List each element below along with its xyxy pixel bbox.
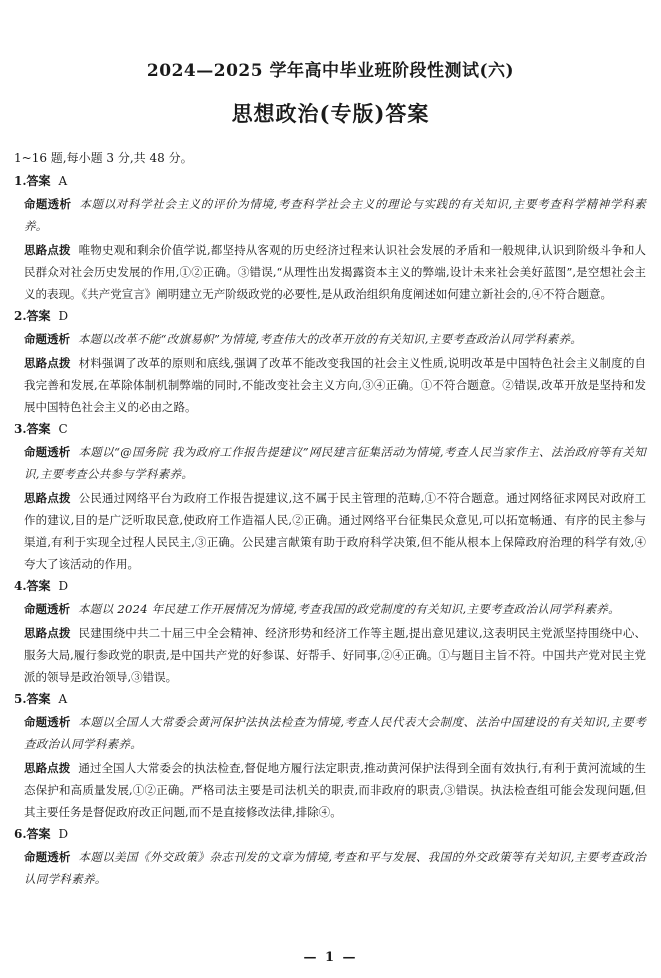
question-4: [14, 577, 646, 688]
answer-subtitle: 思想政治(专版)答案: [231, 101, 430, 126]
analysis-paragraph: [14, 711, 646, 755]
answer-label: 答案: [26, 422, 51, 436]
tips-text: 公民通过网络平台为政府工作报告提建议,这不属于民主管理的范畴,①不符合题意。通过网络征求网民对政府工作的建议,目的是广泛听取民意,使政府工作造福人民,②正确。通过网络平台征集民众意见,可以拓宽畅通、有序的民主参与渠道,有利于实现全过程人民民主,③正确。公民建言献策有助于政府科学决策,但不能从根本上保障政府治理的科学有效,④夸大了该活动的作用。: [24, 491, 646, 571]
tips-label: 思路点拨: [24, 761, 71, 775]
analysis-label: 命题透析: [24, 602, 70, 616]
analysis-label: 命题透析: [24, 445, 71, 459]
question-1: [14, 172, 646, 305]
question-number: 5.: [14, 692, 27, 706]
tips-label: 思路点拨: [24, 243, 71, 257]
answer-value: A: [58, 174, 68, 188]
analysis-paragraph: [14, 846, 646, 890]
section-intro: 1~16 题,每小题 3 分,共 48 分。: [14, 151, 193, 165]
question-number: 6.: [14, 827, 27, 841]
analysis-paragraph: [14, 441, 646, 485]
analysis-label: 命题透析: [24, 332, 70, 346]
analysis-text: 本题以改革不能“改旗易帜”为情境,考查伟大的改革开放的有关知识,主要考查政治认同学科素养。: [78, 332, 583, 346]
tips-paragraph: [14, 622, 646, 688]
answers-list: [14, 172, 646, 892]
tips-label: 思路点拨: [24, 356, 71, 370]
tips-text: 唯物史观和剩余价值学说,都坚持从客观的历史经济过程来认识社会发展的矛盾和一般规律,认识到阶级斗争和人民群众对社会历史发展的作用,①②正确。③错误,“从理性出发揭露资本主义的弊端,设计未来社会美好蓝图”,是空想社会主义的表现。《共产党宣言》阐明建立无产阶级政党的必要性,是从政治组织角度阐述如何建立新社会的,④不符合题意。: [24, 243, 646, 301]
tips-text: 材料强调了改革的原则和底线,强调了改革不能改变我国的社会主义性质,说明改革是中国特色社会主义制度的自我完善和发展,在革除体制机制弊端的同时,不能改变社会主义方向,③④正确。①不符合题意。②错误,改革开放是坚持和发展中国特色社会主义的必由之路。: [24, 356, 646, 414]
analysis-text: 本题以全国人大常委会黄河保护法执法检查为情境,考查人民代表大会制度、法治中国建设的有关知识,主要考查政治认同学科素养。: [24, 715, 646, 751]
answer-label: 答案: [26, 827, 51, 841]
analysis-paragraph: [14, 598, 646, 620]
question-number: 4.: [14, 579, 27, 593]
analysis-paragraph: [14, 193, 646, 237]
tips-label: 思路点拨: [24, 626, 71, 640]
analysis-paragraph: [14, 328, 646, 350]
answer-line: [14, 420, 646, 438]
tips-text: 通过全国人大常委会的执法检查,督促地方履行法定职责,推动黄河保护法得到全面有效执行,有利于黄河流域的生态保护和高质量发展,①②正确。严格司法主要是司法机关的职责,而非政府的职责,③错误。执法检查组可能会发现问题,但其主要任务是督促政府改正问题,而不是直接修改法律,排除④。: [24, 761, 646, 819]
answer-line: [14, 307, 646, 325]
answer-line: [14, 577, 646, 595]
analysis-text: 本题以对科学社会主义的评价为情境,考查科学社会主义的理论与实践的有关知识,主要考查科学精神学科素养。: [24, 197, 646, 233]
question-5: [14, 690, 646, 823]
answer-line: [14, 690, 646, 708]
question-number: 2.: [14, 309, 27, 323]
page-number: — 1 —: [303, 950, 358, 965]
question-number: 3.: [14, 422, 27, 436]
question-3: [14, 420, 646, 575]
analysis-text: 本题以“@国务院 我为政府工作报告提建议”网民建言征集活动为情境,考查人民当家作主、法治政府等有关知识,主要考查公共参与学科素养。: [24, 445, 646, 481]
question-2: [14, 307, 646, 418]
answer-label: 答案: [26, 579, 51, 593]
tips-paragraph: [14, 352, 646, 418]
answer-value: A: [58, 692, 68, 706]
answer-line: [14, 172, 646, 190]
answer-label: 答案: [26, 309, 51, 323]
question-6: [14, 825, 646, 890]
tips-paragraph: [14, 239, 646, 305]
analysis-text: 本题以 2024 年民建工作开展情况为情境,考查我国的政党制度的有关知识,主要考查政治认同学科素养。: [78, 602, 620, 616]
answer-value: D: [58, 827, 69, 841]
question-number: 1.: [14, 174, 27, 188]
tips-paragraph: [14, 757, 646, 823]
analysis-label: 命题透析: [24, 197, 72, 211]
exam-title: 2024—2025 学年高中毕业班阶段性测试(六): [146, 61, 515, 81]
answer-label: 答案: [26, 174, 51, 188]
analysis-label: 命题透析: [24, 850, 71, 864]
tips-label: 思路点拨: [24, 491, 71, 505]
answer-line: [14, 825, 646, 843]
answer-value: D: [58, 579, 69, 593]
tips-text: 民建围绕中共二十届三中全会精神、经济形势和经济工作等主题,提出意见建议,这表明民主党派坚持围绕中心、服务大局,履行参政党的职责,是中国共产党的好参谋、好帮手、好同事,②④正确。①与题目主旨不符。中国共产党对民主党派的领导是政治领导,③错误。: [24, 626, 646, 684]
analysis-text: 本题以美国《外交政策》杂志刊发的文章为情境,考查和平与发展、我国的外交政策等有关知识,主要考查政治认同学科素养。: [24, 850, 646, 886]
answer-value: C: [58, 422, 68, 436]
analysis-label: 命题透析: [24, 715, 71, 729]
answer-value: D: [58, 309, 69, 323]
tips-paragraph: [14, 487, 646, 575]
answer-label: 答案: [26, 692, 51, 706]
